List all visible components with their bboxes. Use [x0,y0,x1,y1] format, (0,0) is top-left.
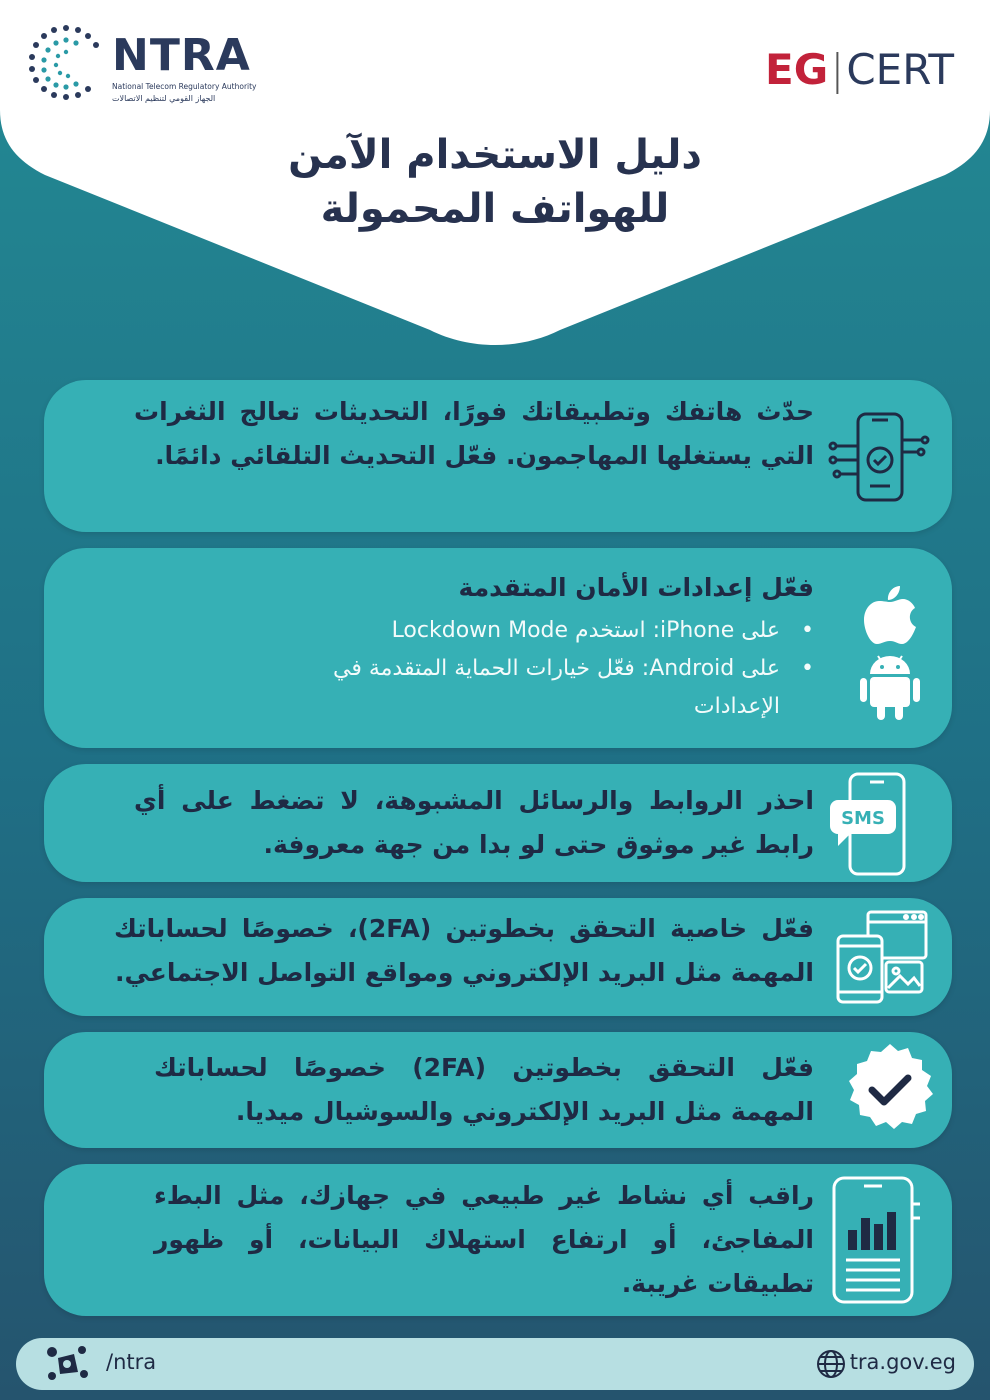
footer-bar [16,1338,974,1390]
globe-icon [816,1349,846,1379]
apple-icon [862,582,918,646]
tip-subtitle-advanced-security: فعّل إعدادات الأمان المتقدمة [458,573,814,602]
social-media-icon [44,1344,90,1384]
page-title [0,128,990,236]
phone-chart-icon [828,1174,926,1306]
phone-security-icon [826,406,930,510]
tip-card-2fa-social [44,1032,952,1148]
title-line-2: للهواتف المحمولة [320,186,670,232]
check-badge-icon [840,1040,940,1140]
title-line-1: دليل الاستخدام الآمن [288,132,702,178]
website-link[interactable]: tra.gov.eg [849,1350,956,1374]
social-handle-link[interactable]: /ntra [106,1350,157,1374]
ntra-logo [26,22,266,112]
tip-text-suspicious-links: احذر الروابط والرسائل المشبوهة، لا تضغط على أي رابط غير موثوق حتى لو بدا من جهة معروفة. [134,786,814,859]
tip-text-update: حدّث هاتفك وتطبيقاتك فورًا، التحديثات تعالج الثغرات التي يستغلها المهاجمون. فعّل التحديث التلقائي دائمًا. [134,397,814,470]
tip-card-2fa [44,898,952,1016]
list-item-android: • على Android: فعّل خيارات الحماية المتقدمة في الإعدادات [294,650,814,726]
devices-icon [834,908,930,1006]
tip-card-advanced-security [44,548,952,748]
egcert-cert: CERT [846,45,954,94]
sms-icon [822,770,930,878]
egcert-logo [765,46,954,94]
ntra-arabic-name: الجهاز القومي لتنظيم الاتصالات [112,94,216,103]
tip-card-update [44,380,952,532]
tip-text-2fa: فعّل خاصية التحقق بخطوتين (2FA)، خصوصًا لحساباتك المهمة مثل البريد الإلكتروني ومواقع التواصل الاجتماعي. [114,914,814,987]
ntra-wordmark: NTRA [112,30,251,81]
list-item-iphone: • على iPhone: استخدم Lockdown Mode [294,612,814,650]
tip-card-monitor-activity [44,1164,952,1316]
egcert-eg: EG [765,45,829,94]
egcert-divider: | [830,45,845,94]
ntra-dots-icon [26,22,106,102]
sms-icon-label: SMS [841,808,885,829]
ntra-english-name: National Telecom Regulatory Authority [112,82,257,91]
tip-text-2fa-social: فعّل التحقق بخطوتين (2FA) خصوصًا لحساباتك المهمة مثل البريد الإلكتروني والسوشيال ميديا. [154,1053,815,1126]
android-icon [858,652,922,724]
tip-text-monitor-activity: راقب أي نشاط غير طبيعي في جهازك، مثل البطء المفاجئ، أو ارتفاع استهلاك البيانات، أو ظهور تطبيقات غريبة. [154,1181,814,1298]
tip-card-suspicious-links [44,764,952,882]
platform-list [294,612,814,726]
